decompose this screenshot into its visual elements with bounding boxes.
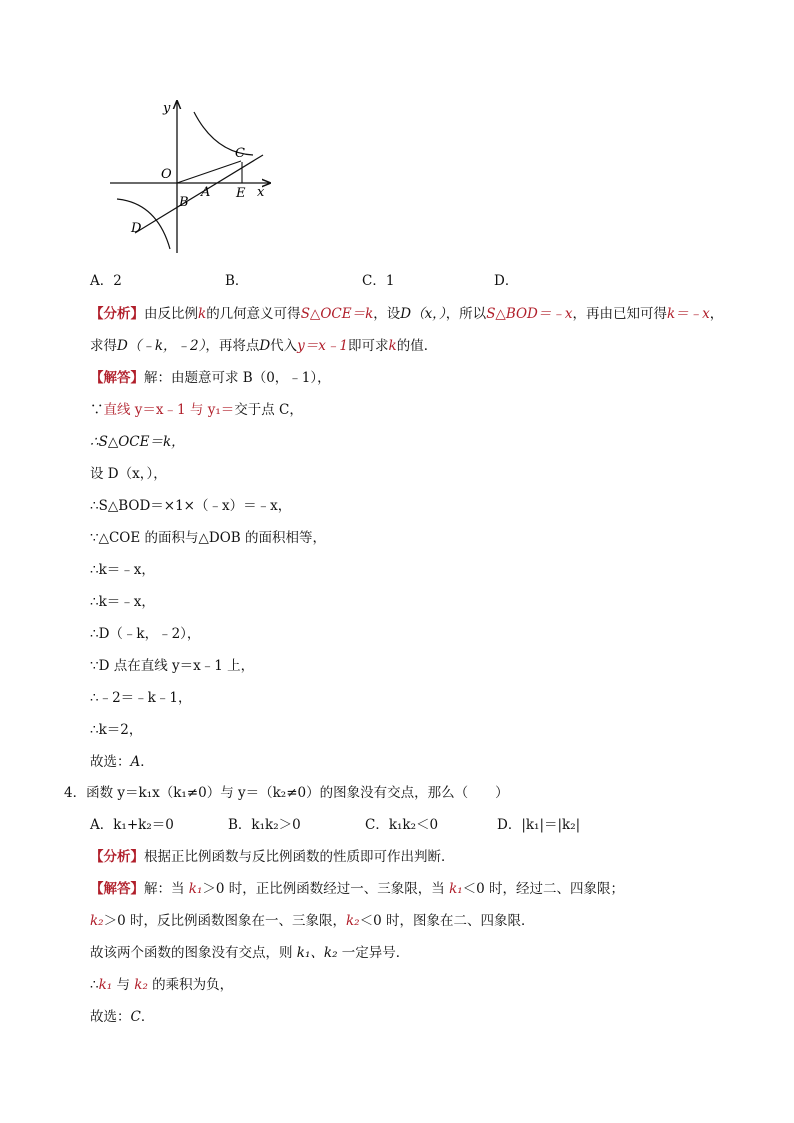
solution-text: ＞0 时，反比例函数图象在一、三象限， xyxy=(103,913,346,929)
solution-text: 的乘积为负， xyxy=(147,977,234,993)
q3-options xyxy=(90,271,518,291)
analysis-k: k xyxy=(198,306,207,322)
coordinate-figure xyxy=(105,95,275,260)
solution-k: k₁ xyxy=(449,881,463,897)
q3-solution-line-6: ∵△COE 的面积与△DOB 的面积相等， xyxy=(90,530,326,546)
solution-k: k₂ xyxy=(134,977,148,993)
analysis-point: D（﹣k，﹣2） xyxy=(117,338,206,354)
analysis-text: ，所以 xyxy=(445,306,487,322)
q3-analysis-line-1 xyxy=(90,304,723,324)
solution-text: 解：由题意可求 B（0，﹣1）， xyxy=(144,370,331,386)
q3-option-a[interactable]: A．2 xyxy=(90,273,122,289)
label-x: x xyxy=(257,185,265,200)
q3-solution-line-5: ∴S△BOD＝×1×（﹣x）＝﹣x， xyxy=(90,498,292,514)
q3-solution-line-10: ∵D 点在直线 y＝x﹣1 上， xyxy=(90,658,255,674)
q4-solution-line-4 xyxy=(90,975,233,995)
solution-text: 与 xyxy=(112,977,135,993)
analysis-text: ，再由已知可得 xyxy=(572,306,667,322)
q3-solution-line-3: ∴S△OCE＝k， xyxy=(90,434,185,450)
analysis-point: D（x，） xyxy=(400,306,446,322)
solution-text: 一定异号． xyxy=(337,945,410,961)
analysis-formula: y＝x﹣1 xyxy=(297,338,349,354)
analysis-text: 代入 xyxy=(270,338,298,354)
q3-solution-line-12: ∴k＝2， xyxy=(90,722,143,738)
solution-k: k₁ xyxy=(188,881,203,897)
q4-option-a[interactable]: A．k₁+k₂＝0 xyxy=(90,817,174,833)
label-b: B xyxy=(179,195,189,210)
analysis-text: 根据正比例函数与反比例函数的性质即可作出判断． xyxy=(144,849,455,865)
solution-text: 故该两个函数的图象没有交点，则 xyxy=(90,945,297,961)
q4-option-d[interactable]: D．|k₁|＝|k₂| xyxy=(497,817,581,833)
solution-k: k₁ xyxy=(98,977,113,993)
q4-options xyxy=(90,815,580,835)
q3-option-d[interactable]: D． xyxy=(494,273,519,289)
solution-text: ∵ xyxy=(90,402,104,418)
solution-text: ＜0 时，图象在二、四象限． xyxy=(359,913,535,929)
hyperbola-branch-left xyxy=(117,199,170,249)
analysis-text: 即可求 xyxy=(348,338,389,354)
solution-text: ∴ xyxy=(90,977,99,993)
solution-text: ． xyxy=(140,1009,155,1025)
solution-formula: 直线 y＝x﹣1 与 y₁＝ xyxy=(103,402,235,418)
q3-solution-line-7: ∴k＝﹣x， xyxy=(90,562,155,578)
q4-option-c[interactable]: C．k₁k₂＜0 xyxy=(365,817,439,833)
label-y: y xyxy=(163,101,171,116)
solution-answer: A xyxy=(130,754,141,770)
analysis-formula: S△BOD＝﹣x xyxy=(486,306,573,322)
q3-solution-line-8: ∴k＝﹣x， xyxy=(90,594,155,610)
q4-stem xyxy=(64,783,509,803)
label-o: O xyxy=(161,167,172,182)
q3-solution-line-1 xyxy=(90,368,331,388)
solution-tag: 【解答】 xyxy=(90,881,144,897)
label-e: E xyxy=(236,186,246,201)
label-a: A xyxy=(201,185,211,200)
q4-solution-line-5 xyxy=(90,1007,154,1027)
solution-answer: C xyxy=(130,1009,141,1025)
solution-text: ＜0 时，经过二、四象限； xyxy=(462,881,625,897)
analysis-text: 求得 xyxy=(90,338,117,354)
solution-text: ＞0 时，正比例函数经过一、三象限，当 xyxy=(202,881,450,897)
analysis-text: ，再将点 xyxy=(205,338,260,354)
analysis-point: D xyxy=(259,338,271,354)
q3-solution-line-13 xyxy=(90,752,154,772)
label-c: C xyxy=(235,146,245,161)
q4-number: 4． xyxy=(64,785,87,801)
q3-option-c[interactable]: C．1 xyxy=(362,273,395,289)
solution-text: 解：当 xyxy=(144,881,189,897)
q3-solution-line-2 xyxy=(90,400,303,420)
solution-k: k₁、k₂ xyxy=(296,945,338,961)
q4-solution-line-2 xyxy=(90,911,534,931)
q4-solution-line-1 xyxy=(90,879,624,899)
analysis-tag: 【分析】 xyxy=(90,306,144,322)
q4-solution-line-3 xyxy=(90,943,409,963)
q3-solution-line-4: 设 D（x，）， xyxy=(90,466,167,482)
solution-k: k₂ xyxy=(345,913,360,929)
label-d: D xyxy=(131,221,142,236)
solution-tag: 【解答】 xyxy=(90,370,144,386)
analysis-text: ，设 xyxy=(373,306,401,322)
solution-k: k₂ xyxy=(90,913,104,929)
q4-option-b[interactable]: B．k₁k₂＞0 xyxy=(228,817,301,833)
q3-solution-line-9: ∴D（﹣k，﹣2）， xyxy=(90,626,201,642)
q3-option-b[interactable]: B． xyxy=(225,273,249,289)
analysis-formula: k＝﹣x xyxy=(667,306,710,322)
analysis-formula: S△OCE＝k xyxy=(300,306,374,322)
analysis-text: ， xyxy=(709,306,724,322)
solution-text: ． xyxy=(140,754,154,770)
q3-analysis-line-2 xyxy=(90,336,437,356)
analysis-text: 由反比例 xyxy=(144,306,198,322)
solution-text: 故选： xyxy=(90,1009,131,1025)
analysis-tag: 【分析】 xyxy=(90,849,144,865)
analysis-text: 的几何意义可得 xyxy=(206,306,301,322)
solution-text: 故选： xyxy=(90,754,131,770)
segment-oc xyxy=(177,161,241,183)
solution-text: 交于点 C， xyxy=(234,402,303,418)
analysis-text: 的值． xyxy=(396,338,438,354)
q4-stem-text: 函数 y＝k₁x（k₁≠0）与 y＝（k₂≠0）的图象没有交点，那么（ ） xyxy=(86,785,509,801)
q3-solution-line-11: ∴﹣2＝﹣k﹣1， xyxy=(90,690,192,706)
q4-analysis xyxy=(90,847,455,867)
analysis-k: k xyxy=(388,338,397,354)
